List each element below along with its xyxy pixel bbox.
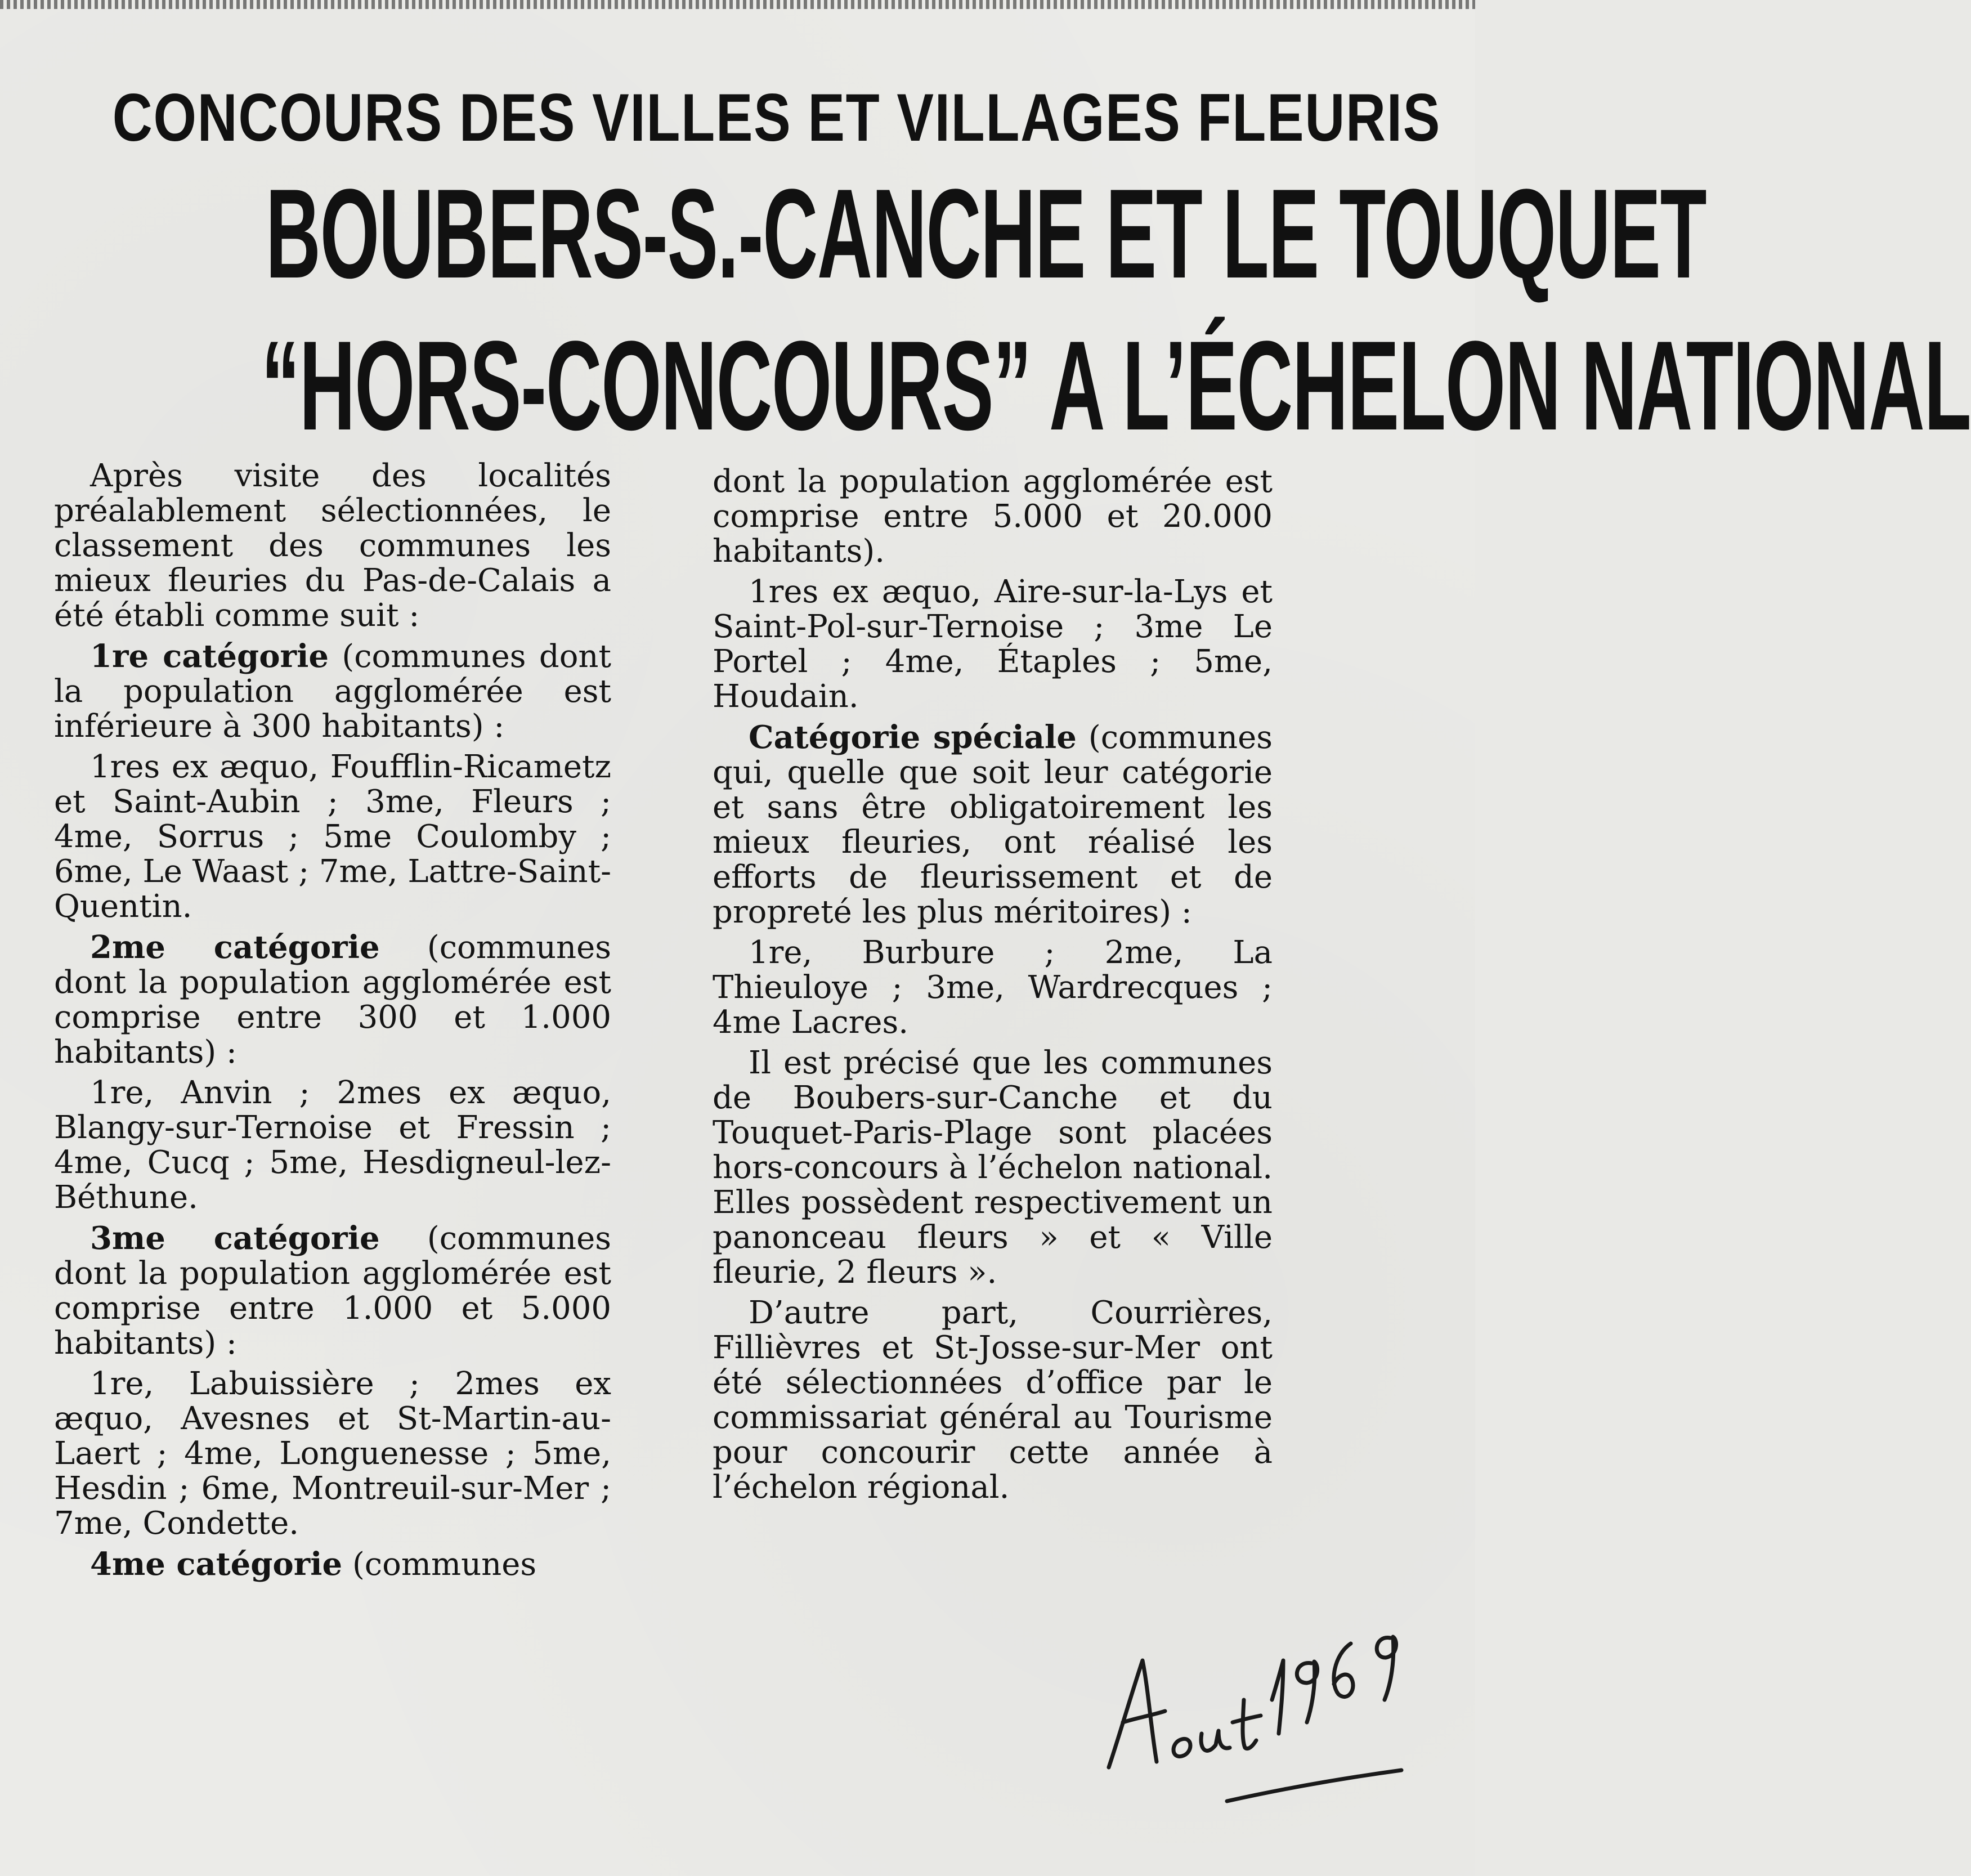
category-2-description: (communes dont la population agglomérée est comprise entre 300 et 1.000 habitants) : <box>54 929 611 1071</box>
category-3-results: 1re, Labuissière ; 2mes ex æquo, Avesnes et St-Martin-au-Laert ; 4me, Longuenesse ; 5me, Hesdin ; 6me, Montreuil-sur-Mer ; 7me, Condette. <box>54 1365 611 1542</box>
category-4-results: 1res ex æquo, Aire-sur-la-Lys et Saint-Pol-sur-Ternoise ; 3me Le Portel ; 4me, Étaples ; 5me, Houdain. <box>713 574 1273 715</box>
category-4-description-continued: dont la population agglomérée est comprise entre 5.000 et 20.000 habitants). <box>713 463 1273 570</box>
perforated-top-edge <box>0 0 1475 9</box>
special-category-paragraph <box>713 720 1273 930</box>
special-category-label: Catégorie spéciale <box>749 719 1077 756</box>
category-4-paragraph <box>54 1547 611 1582</box>
category-3-description: (communes dont la population agglomérée est comprise entre 1.000 et 5.000 habitants) : <box>54 1220 611 1362</box>
special-category-description: (communes qui, quelle que soit leur catégorie et sans être obligatoirement les mieux fleuries, ont réalisé les efforts de fleurissement et de propreté les plus méritoires) : <box>713 719 1273 930</box>
regional-selection-paragraph: D’autre part, Courrières, Fillièvres et St-Josse-sur-Mer ont été sélectionnées d’office par le commissariat général au Tourisme pour concourir cette année à l’échelon régional. <box>713 1295 1273 1506</box>
category-2-results: 1re, Anvin ; 2mes ex æquo, Blangy-sur-Ternoise et Fressin ; 4me, Cucq ; 5me, Hesdigneul-lez-Béthune. <box>54 1074 611 1216</box>
headline-main-line1: BOUBERS-S.-CANCHE ET LE TOUQUET <box>266 162 1706 305</box>
article-column-left <box>54 459 611 1588</box>
special-category-results: 1re, Burbure ; 2me, La Thieuloye ; 3me, Wardrecques ; 4me Lacres. <box>713 934 1273 1041</box>
article-column-right <box>713 464 1273 1511</box>
category-1-label: 1re catégorie <box>90 638 329 675</box>
category-2-label: 2me catégorie <box>90 929 380 966</box>
category-1-results: 1res ex æquo, Foufflin-Ricametz et Saint-Aubin ; 3me, Fleurs ; 4me, Sorrus ; 5me Coulomby ; 6me, Le Waast ; 7me, Lattre-Saint-Quentin. <box>54 749 611 925</box>
headline-main-line2: “HORS-CONCOURS” A L’ÉCHELON NATIONAL <box>261 314 1971 456</box>
category-3-label: 3me catégorie <box>90 1220 380 1257</box>
category-4-label: 4me catégorie <box>90 1546 343 1583</box>
headline-kicker: CONCOURS DES VILLES ET VILLAGES FLEURIS <box>112 80 1441 155</box>
category-4-description: (communes <box>342 1546 537 1583</box>
category-3-paragraph <box>54 1221 611 1361</box>
category-2-paragraph <box>54 930 611 1070</box>
hors-concours-paragraph: Il est précisé que les communes de Boubers-sur-Canche et du Touquet-Paris-Plage sont placées hors-concours à l’échelon national. Elles possèdent respectivement un panonceau fleurs » et « Ville fleurie, 2 fleurs ». <box>713 1045 1273 1291</box>
category-1-paragraph <box>54 639 611 744</box>
category-1-description: (communes dont la population agglomérée est inférieure à 300 habitants) : <box>54 638 611 745</box>
intro-paragraph: Après visite des localités préalablement sélectionnées, le classement des communes les mieux fleuries du Pas-de-Calais a été établi comme suit : <box>54 458 611 634</box>
handwritten-date-annotation <box>1098 1621 1413 1824</box>
